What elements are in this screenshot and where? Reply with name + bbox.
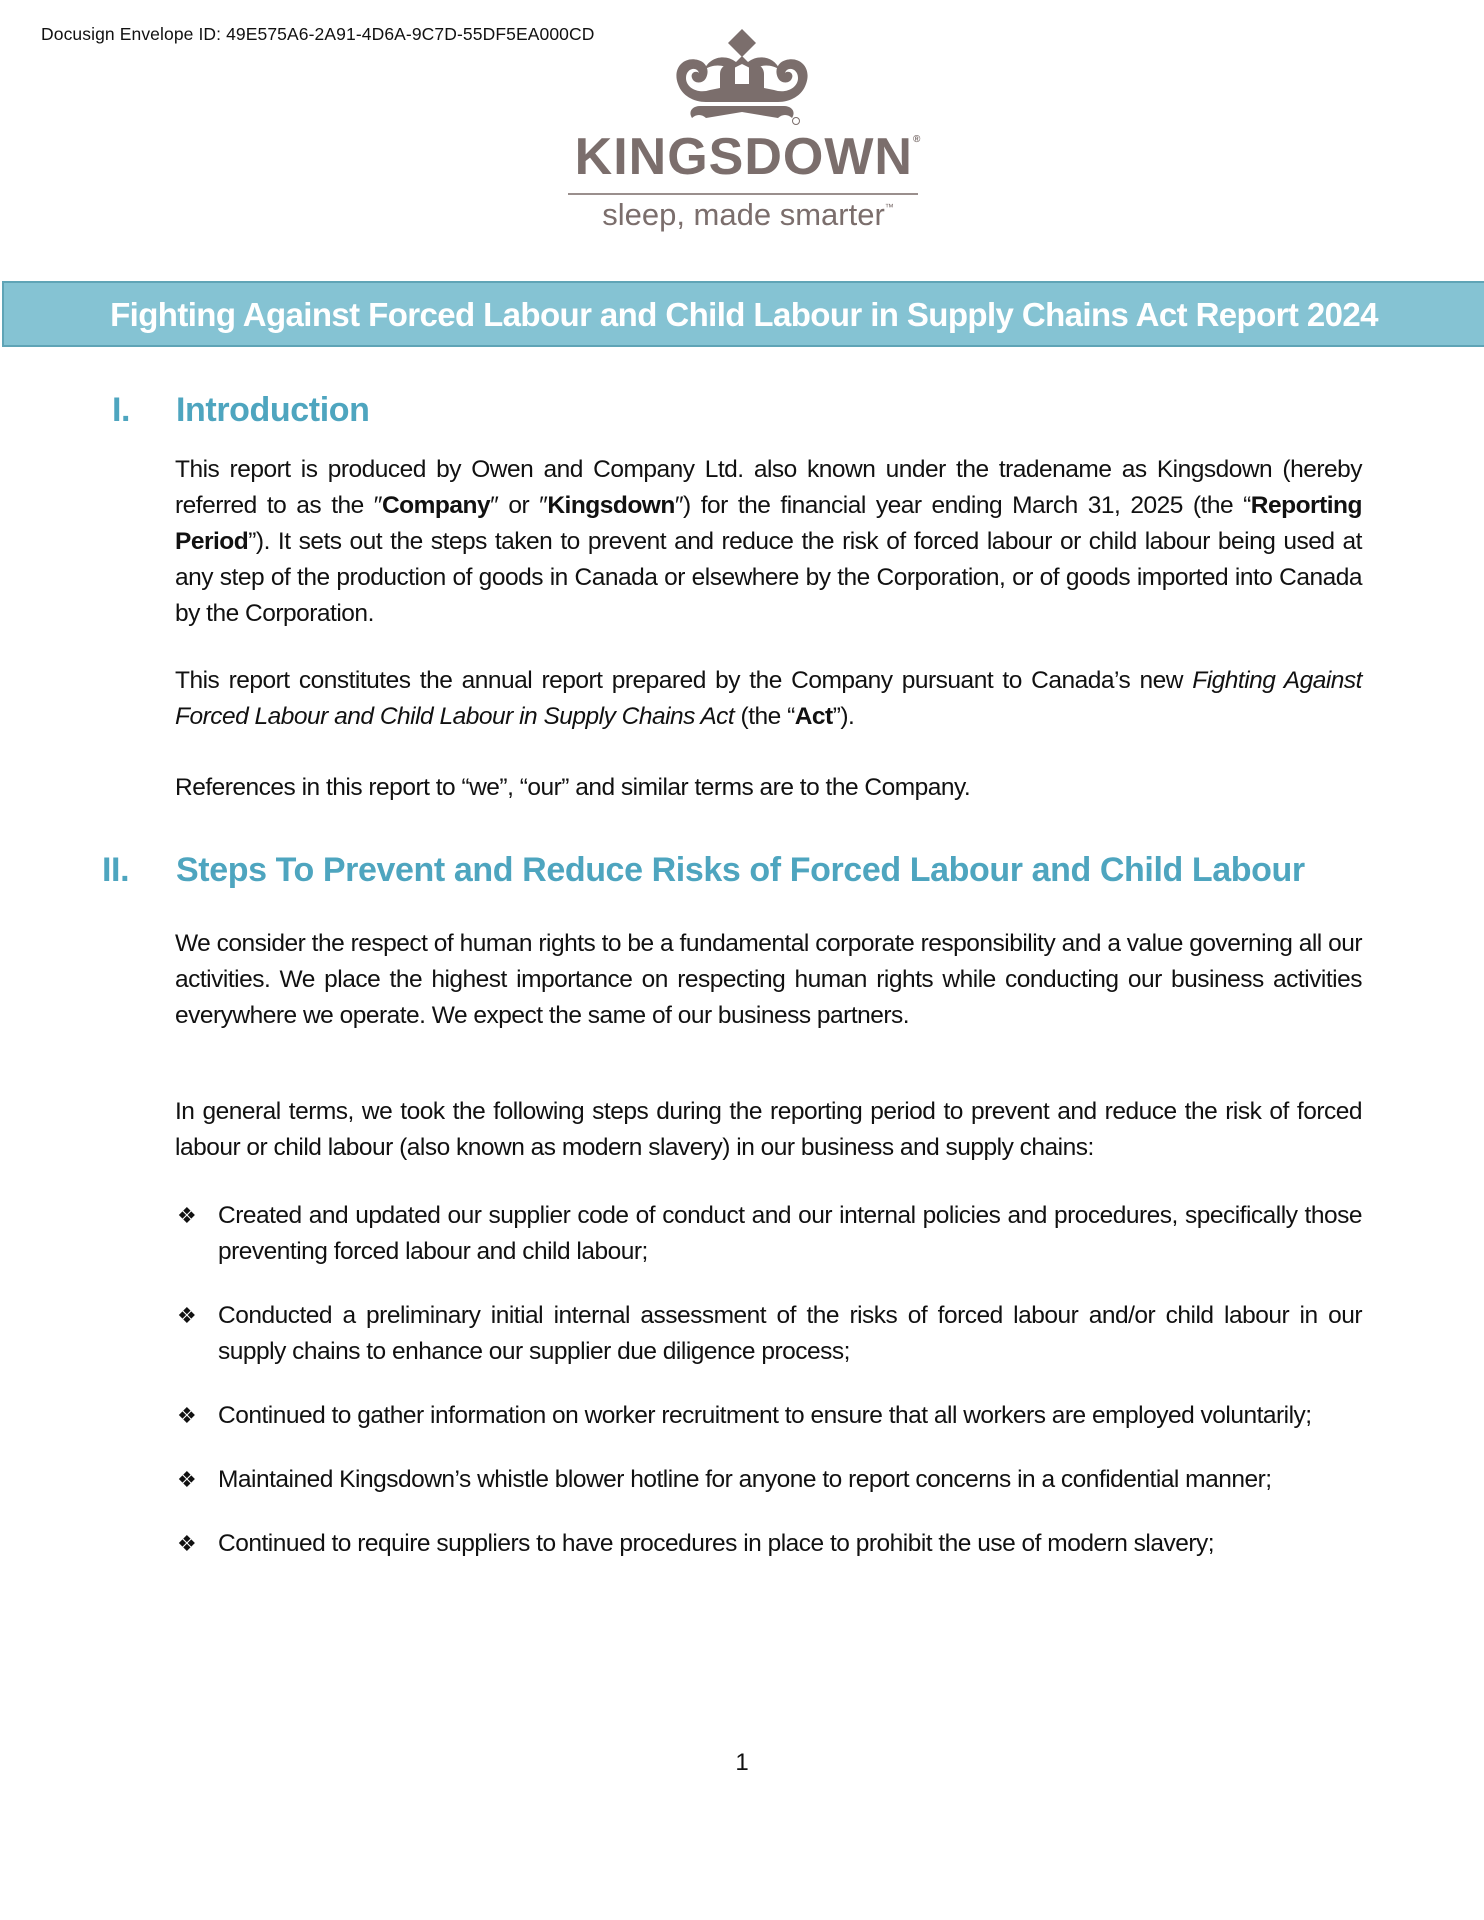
steps-bullet-list xyxy=(175,1198,1362,1590)
list-item: ❖ Created and updated our supplier code of conduct and our internal policies and procedures, specifically those preventing forced labour and child labour; xyxy=(175,1198,1362,1270)
diamond-bullet-icon: ❖ xyxy=(177,1531,197,1556)
section-title: Steps To Prevent and Reduce Risks of Forced Labour and Child Labour xyxy=(176,851,1305,889)
list-item: ❖ Continued to gather information on worker recruitment to ensure that all workers are employed voluntarily; xyxy=(175,1398,1362,1434)
steps-paragraph-2: In general terms, we took the following steps during the reporting period to prevent and reduce the risk of forced labour or child labour (also known as modern slavery) in our business and supply chains: xyxy=(175,1098,1362,1161)
docusign-envelope-id: Docusign Envelope ID: 49E575A6-2A91-4D6A-9C7D-55DF5EA000CD xyxy=(41,24,595,44)
report-title: Fighting Against Forced Labour and Child Labour in Supply Chains Act Report 2024 xyxy=(110,296,1378,333)
diamond-bullet-icon: ❖ xyxy=(177,1303,197,1328)
intro-paragraph-2: This report constitutes the annual report prepared by the Company pursuant to Canada’s new Fighting Against Forced Labour and Child Labour in Supply Chains Act (the “Act”). xyxy=(175,667,1362,730)
logo-wordmark: KINGSDOWN® xyxy=(574,128,922,186)
steps-paragraph-1: We consider the respect of human rights to be a fundamental corporate responsibility and a value governing all our activities. We place the highest importance on respecting human rights while conducting our business activities everywhere we operate. We expect the same of our business partners. xyxy=(175,930,1362,1029)
section-title: Introduction xyxy=(176,391,370,429)
list-item: ❖ Maintained Kingsdown’s whistle blower hotline for anyone to report concerns in a confidential manner; xyxy=(175,1462,1362,1498)
diamond-bullet-icon: ❖ xyxy=(177,1403,197,1428)
page-number: 1 xyxy=(735,1749,749,1776)
list-item: ❖ Continued to require suppliers to have procedures in place to prohibit the use of modern slavery; xyxy=(175,1526,1362,1562)
section-number: II. xyxy=(102,851,130,889)
kingsdown-logo xyxy=(560,26,940,236)
section-number: I. xyxy=(112,391,131,429)
diamond-bullet-icon: ❖ xyxy=(177,1467,197,1492)
diamond-bullet-icon: ❖ xyxy=(177,1203,197,1228)
logo-divider xyxy=(568,193,918,195)
logo-tagline: sleep, made smarter™ xyxy=(602,197,894,232)
intro-paragraph-3: References in this report to “we”, “our” and similar terms are to the Company. xyxy=(175,774,971,801)
list-item: ❖ Conducted a preliminary initial internal assessment of the risks of forced labour and/or child labour in our supply chains to enhance our supplier due diligence process; xyxy=(175,1298,1362,1370)
report-title-banner xyxy=(2,281,1484,347)
intro-paragraph-1: This report is produced by Owen and Company Ltd. also known under the tradename as Kingsdown (hereby referred to as the ″Company″ or ″Kingsdown″) for the financial year ending March 31, 2025 (the “Reporting Period”). It sets out the steps taken to prevent and reduce the risk of forced labour or child labour being used at any step of the production of goods in Canada or elsewhere by the Corporation, or of goods imported into Canada by the Corporation. xyxy=(175,456,1362,627)
crown-icon xyxy=(560,26,940,131)
